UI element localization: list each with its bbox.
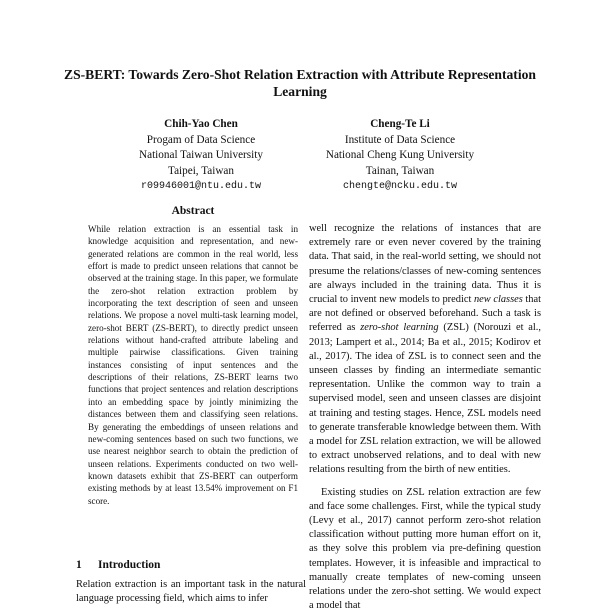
emphasis: new classes xyxy=(473,294,523,306)
text-run: that are not defined or observed beforehand. Such a task is referred as xyxy=(309,294,541,334)
section-heading-introduction xyxy=(76,559,306,571)
author-name: Cheng-Te Li xyxy=(370,118,430,130)
introduction-text: Relation extraction is an important task in the natural language processing field, which aims to infer xyxy=(76,579,306,605)
author-affiliation: Progam of Data Science xyxy=(146,133,256,146)
text-run: (ZSL) (Norouzi et al., 2013; Lampert et al., 2014; Ba et al., 2015; Kodirov et al., 2017). The idea of ZSL is to connect seen and the unseen classes by finding an intermediate semantic representation. Unlike the common way to train a supervised model, seen and unseen classes are disjoint at training and testing stages. Hence, ZSL models need to generate transferable knowledge between them. With a model for ZSL relation extraction, we will be allowed to extract unobserved relations, and to deal with new relations resulting from the birth of new entities. xyxy=(309,322,541,476)
paper-title: ZS-BERT: Towards Zero-Shot Relation Extraction with Attribute Representation Learning xyxy=(64,67,536,99)
section-title: Introduction xyxy=(98,559,161,571)
right-column-text xyxy=(309,222,541,613)
abstract-heading: Abstract xyxy=(171,205,215,217)
author-affiliation: National Taiwan University xyxy=(139,149,263,161)
paragraph: Existing studies on ZSL relation extraction are few and face some challenges. First, while the typical study (Levy et al., 2017) cannot perform zero-shot relation classification without putting more human effort on it, as they solve this problem via pre-defining question templates. However, it is infeasible and impractical to manually create templates of new-coming unseen relations under the zero-shot setting. We would expect a model that xyxy=(309,486,541,612)
section-number: 1 xyxy=(76,559,82,571)
abstract-text: While relation extraction is an essential task in knowledge acquisition and representation, and new-generated relations are common in the real world, less effort is made to predict unseen relations that cannot be observed at the training stage. In this paper, we formulate the zero-shot relation extraction problem by incorporating the text description of seen and unseen relations. We propose a novel multi-task learning model, zero-shot BERT (ZS-BERT), to directly predict unseen relations without hand-crafted attribute labeling and multiple pairwise classifications. Given training instances consisting of input sentences and the descriptions of their relations, ZS-BERT learns two functions that project sentences and relation descriptions into an embedding space by jointly minimizing the distances between them and classifying seen relations. By generating the embeddings of unseen relations and new-coming sentences based on such two functions, we use nearest neighbor search to obtain the prediction of unseen relations. Experiments conducted on two well-known datasets exhibit that ZS-BERT can outperform existing methods by at least 13.54% improvement on F1 score. xyxy=(88,224,298,506)
paragraph xyxy=(309,222,541,478)
author-email[interactable]: r09946001@ntu.edu.tw xyxy=(140,181,262,192)
author-affiliation: Institute of Data Science xyxy=(344,133,456,146)
author-location: Tainan, Taiwan xyxy=(365,164,435,177)
author-block-1 xyxy=(101,117,301,195)
author-affiliation: National Cheng Kung University xyxy=(325,149,475,161)
author-location: Taipei, Taiwan xyxy=(168,164,234,177)
emphasis: zero-shot learning xyxy=(360,322,439,334)
author-email[interactable]: chengte@ncku.edu.tw xyxy=(342,181,458,192)
text-run: well recognize the relations of instances that are extremely rare or even never covered by the training data. That said, in the real-world setting, we should not presume the relations/classes of new-coming sentences are always included in the training data. Thus it is crucial to invent new models to predict xyxy=(309,223,541,306)
author-name: Chih-Yao Chen xyxy=(164,118,238,130)
author-block-2 xyxy=(300,117,500,195)
